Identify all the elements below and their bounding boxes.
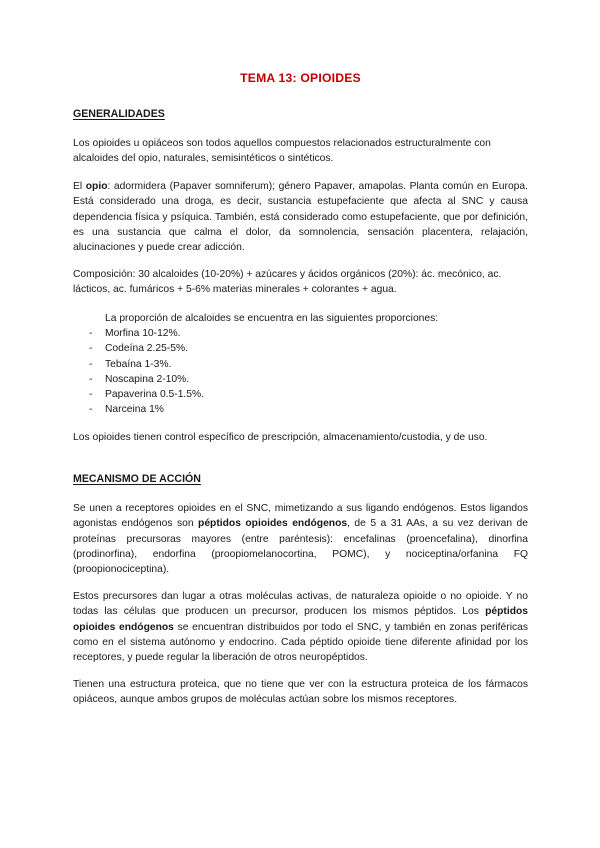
paragraph-precursores — [73, 589, 528, 665]
paragraph-opio-bold: opio — [85, 181, 108, 192]
paragraph-receptores-post: , de 5 a 31 AAs, a su vez derivan de proteínas precursoras mayores (entre paréntesis): encefalinas (proencefalina), dinorfina (prodinorfina), endorfina (proopiomelanocortina, POMC), y nociceptina/orfanina FQ (proopionociceptina). — [73, 518, 528, 576]
paragraph-receptores — [73, 501, 528, 577]
paragraph-precursores-bold: péptidos opioides endógenos — [73, 606, 528, 633]
paragraph-receptores-pre: Se unen a receptores opioides en el SNC, mimetizando a sus ligando endógenos. Estos ligandos agonistas endógenos son — [73, 503, 528, 530]
alkaloid-list-intro: La proporción de alcaloides se encuentra en las siguientes proporciones: — [105, 313, 439, 324]
paragraph-definition: Los opioides u opiáceos son todos aquellos compuestos relacionados estructuralmente con alcaloides del opio, naturales, semisintéticos o sintéticos. — [73, 138, 491, 165]
list-item: - Tebaína 1-3%. — [73, 357, 528, 372]
document-title: TEMA 13: OPIOIDES — [240, 71, 361, 85]
list-item: - Narceina 1% — [73, 402, 528, 417]
paragraph-estructura: Tienen una estructura proteica, que no tiene que ver con la estructura proteica de los fármacos opiáceos, aunque ambos grupos de moléculas actúan sobre los mismos receptores. — [73, 679, 528, 706]
list-item: - Noscapina 2-10%. — [73, 372, 528, 387]
paragraph-precursores-post: se encuentran distribuidos por todo el SNC, y también en zonas periféricas como en el sistema autónomo y endocrino. Cada péptido opioide tiene diferente afinidad por los receptores, y puede regular la liberación de otros neuropéptidos. — [73, 621, 528, 664]
section-heading-generalidades: GENERALIDADES — [73, 108, 165, 120]
paragraph-receptores-bold: péptidos opioides endógenos — [198, 518, 348, 530]
paragraph-opio-pre: El — [73, 181, 86, 192]
paragraph-composicion: Composición: 30 alcaloides (10-20%) + azúcares y ácidos orgánicos (20%): ác. mecónico, ac. lácticos, ac. fumáricos + 5-6% materias minerales + colorantes + agua. — [73, 269, 502, 296]
list-item: - Morfina 10-12%. — [73, 326, 528, 341]
paragraph-control: Los opioides tienen control específico de prescripción, almacenamiento/custodia, y de uso. — [73, 432, 488, 443]
paragraph-opio-post: : adormidera (Papaver somniferum); género Papaver, amapolas. Planta común en Europa. Está considerado una droga, es decir, sustancia estupefaciente que afecta al SNC y causa dependencia física y psíquica. También, está considerado como estupefaciente, que por definición, es una sustancia que calma el dolor, da somnolencia, sensación placentera, relajación, alucinaciones y puede crear adicción. — [73, 181, 528, 254]
list-item: - Codeína 2.25-5%. — [73, 341, 528, 356]
paragraph-opio — [73, 179, 528, 255]
alkaloid-list — [73, 326, 528, 418]
list-item: - Papaverina 0.5-1.5%. — [73, 387, 528, 402]
paragraph-precursores-pre: Estos precursores dan lugar a otras moléculas activas, de naturaleza opioide o no opioide. Y no todas las células que producen un precursor, producen los mismos péptidos. Los — [73, 591, 528, 618]
section-heading-mecanismo: MECANISMO DE ACCIÓN — [73, 473, 201, 485]
